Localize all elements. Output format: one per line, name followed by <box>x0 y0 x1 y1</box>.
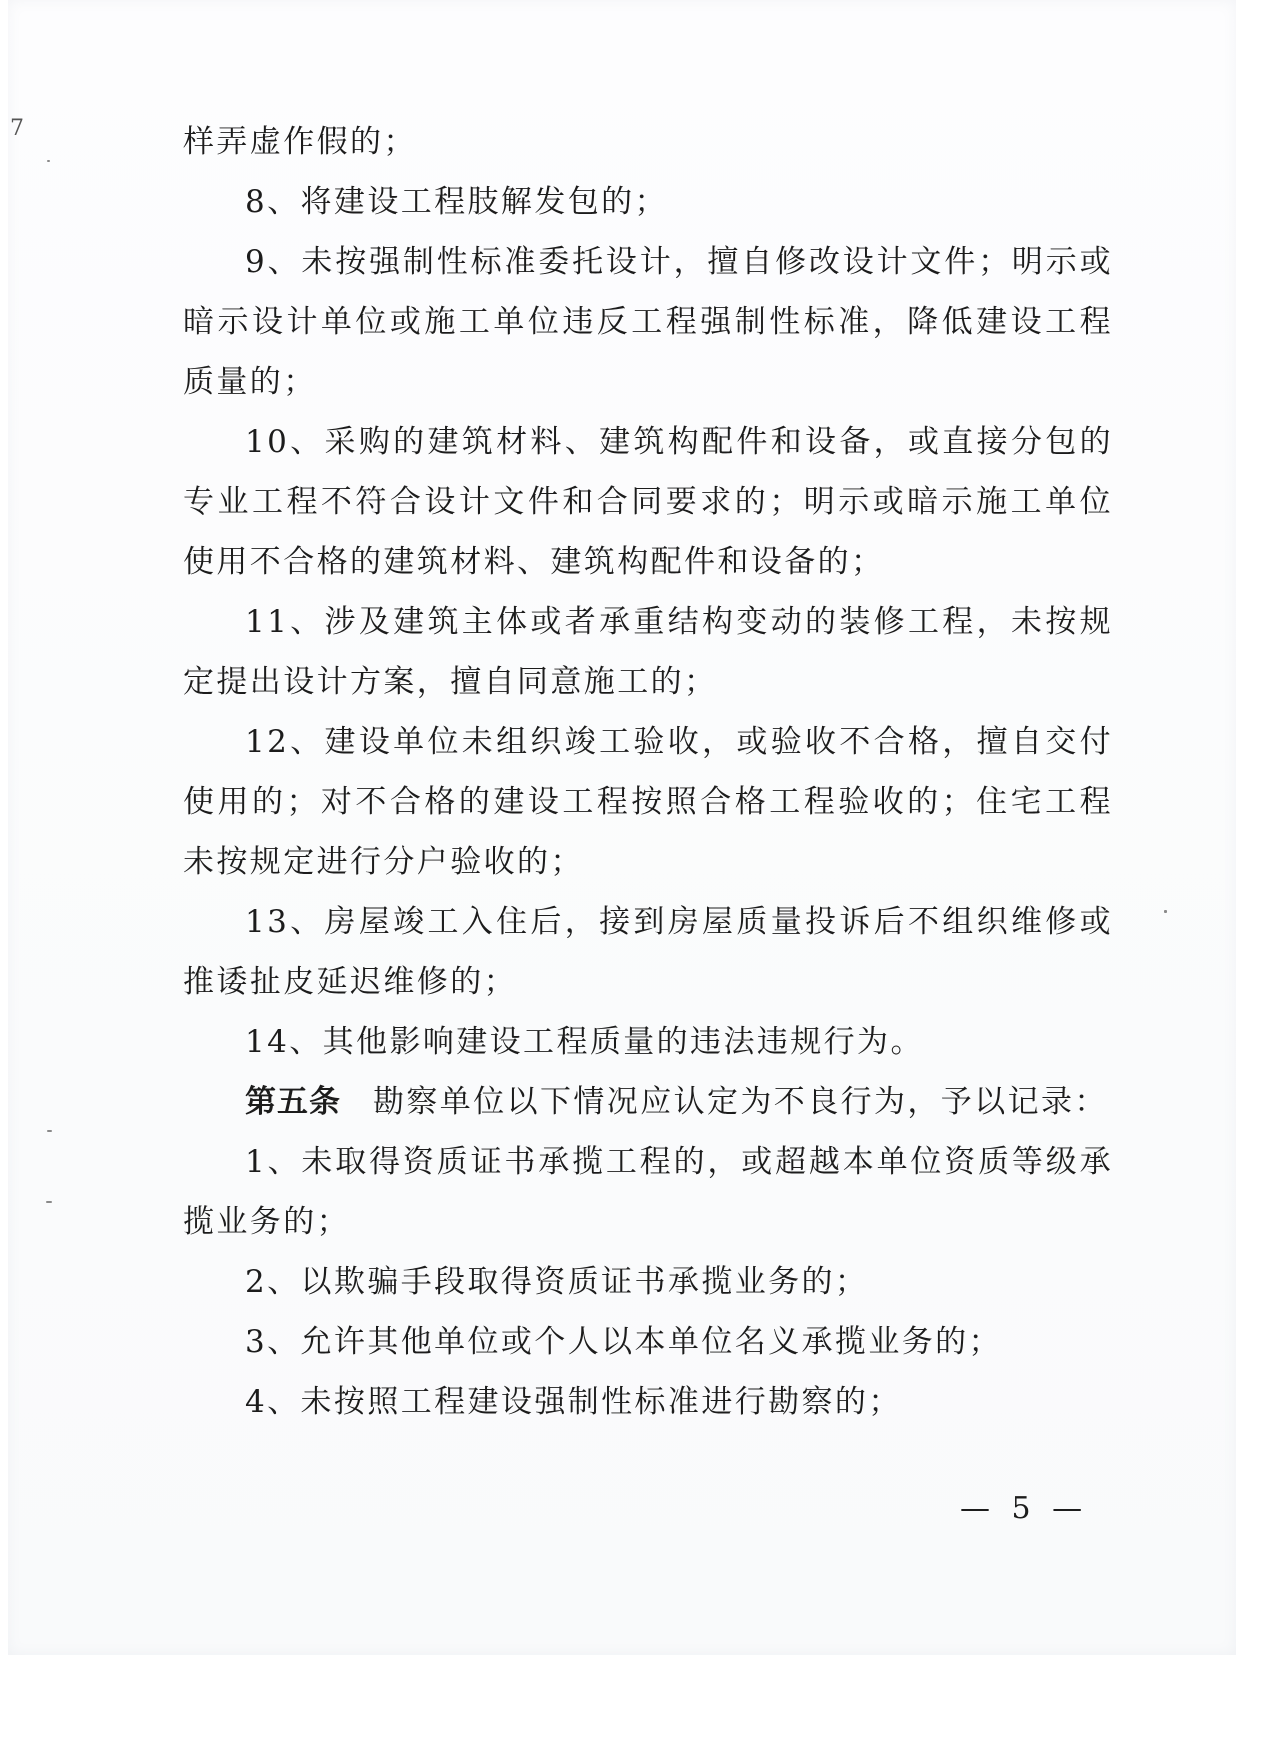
article-five-text: 勘察单位以下情况应认定为不良行为，予以记录： <box>373 1084 1108 1120</box>
scan-speck <box>46 1201 52 1203</box>
article-five <box>183 1072 1113 1132</box>
article-five-item-1: 1、未取得资质证书承揽工程的，或超越本单位资质等级承揽业务的； <box>183 1144 1113 1240</box>
clause-item-12: 12、建设单位未组织竣工验收，或验收不合格，擅自交付使用的；对不合格的建设工程按照合格工程验收的；住宅工程未按规定进行分户验收的； <box>183 724 1113 880</box>
clause-item-9: 9、未按强制性标准委托设计，擅自修改设计文件；明示或暗示设计单位或施工单位违反工程强制性标准，降低建设工程质量的； <box>183 244 1113 400</box>
scan-speck <box>47 160 50 162</box>
article-five-item-3: 3、允许其他单位或个人以本单位名义承揽业务的； <box>245 1324 1002 1360</box>
clause-item-11: 11、涉及建筑主体或者承重结构变动的装修工程，未按规定提出设计方案，擅自同意施工的； <box>183 604 1113 700</box>
scan-speck <box>47 1130 52 1132</box>
clause-item-10: 10、采购的建筑材料、建筑构配件和设备，或直接分包的专业工程不符合设计文件和合同要求的；明示或暗示施工单位使用不合格的建筑材料、建筑构配件和设备的； <box>183 424 1113 580</box>
document-body <box>183 112 1113 1432</box>
margin-mark: 7 <box>10 116 24 141</box>
article-five-item-4: 4、未按照工程建设强制性标准进行勘察的； <box>245 1384 902 1420</box>
scan-speck <box>1164 910 1167 913</box>
clause-item-14: 14、其他影响建设工程质量的违法违规行为。 <box>245 1024 924 1060</box>
page-number: — 5 — <box>960 1491 1089 1526</box>
article-five-item-2: 2、以欺骗手段取得资质证书承揽业务的； <box>245 1264 869 1300</box>
clause-item-8: 8、将建设工程肢解发包的； <box>245 184 668 220</box>
paragraph-continuation: 样弄虚作假的； <box>183 124 417 160</box>
clause-item-13: 13、房屋竣工入住后，接到房屋质量投诉后不组织维修或推诿扯皮延迟维修的； <box>183 904 1113 1000</box>
article-five-heading: 第五条 <box>245 1084 341 1120</box>
